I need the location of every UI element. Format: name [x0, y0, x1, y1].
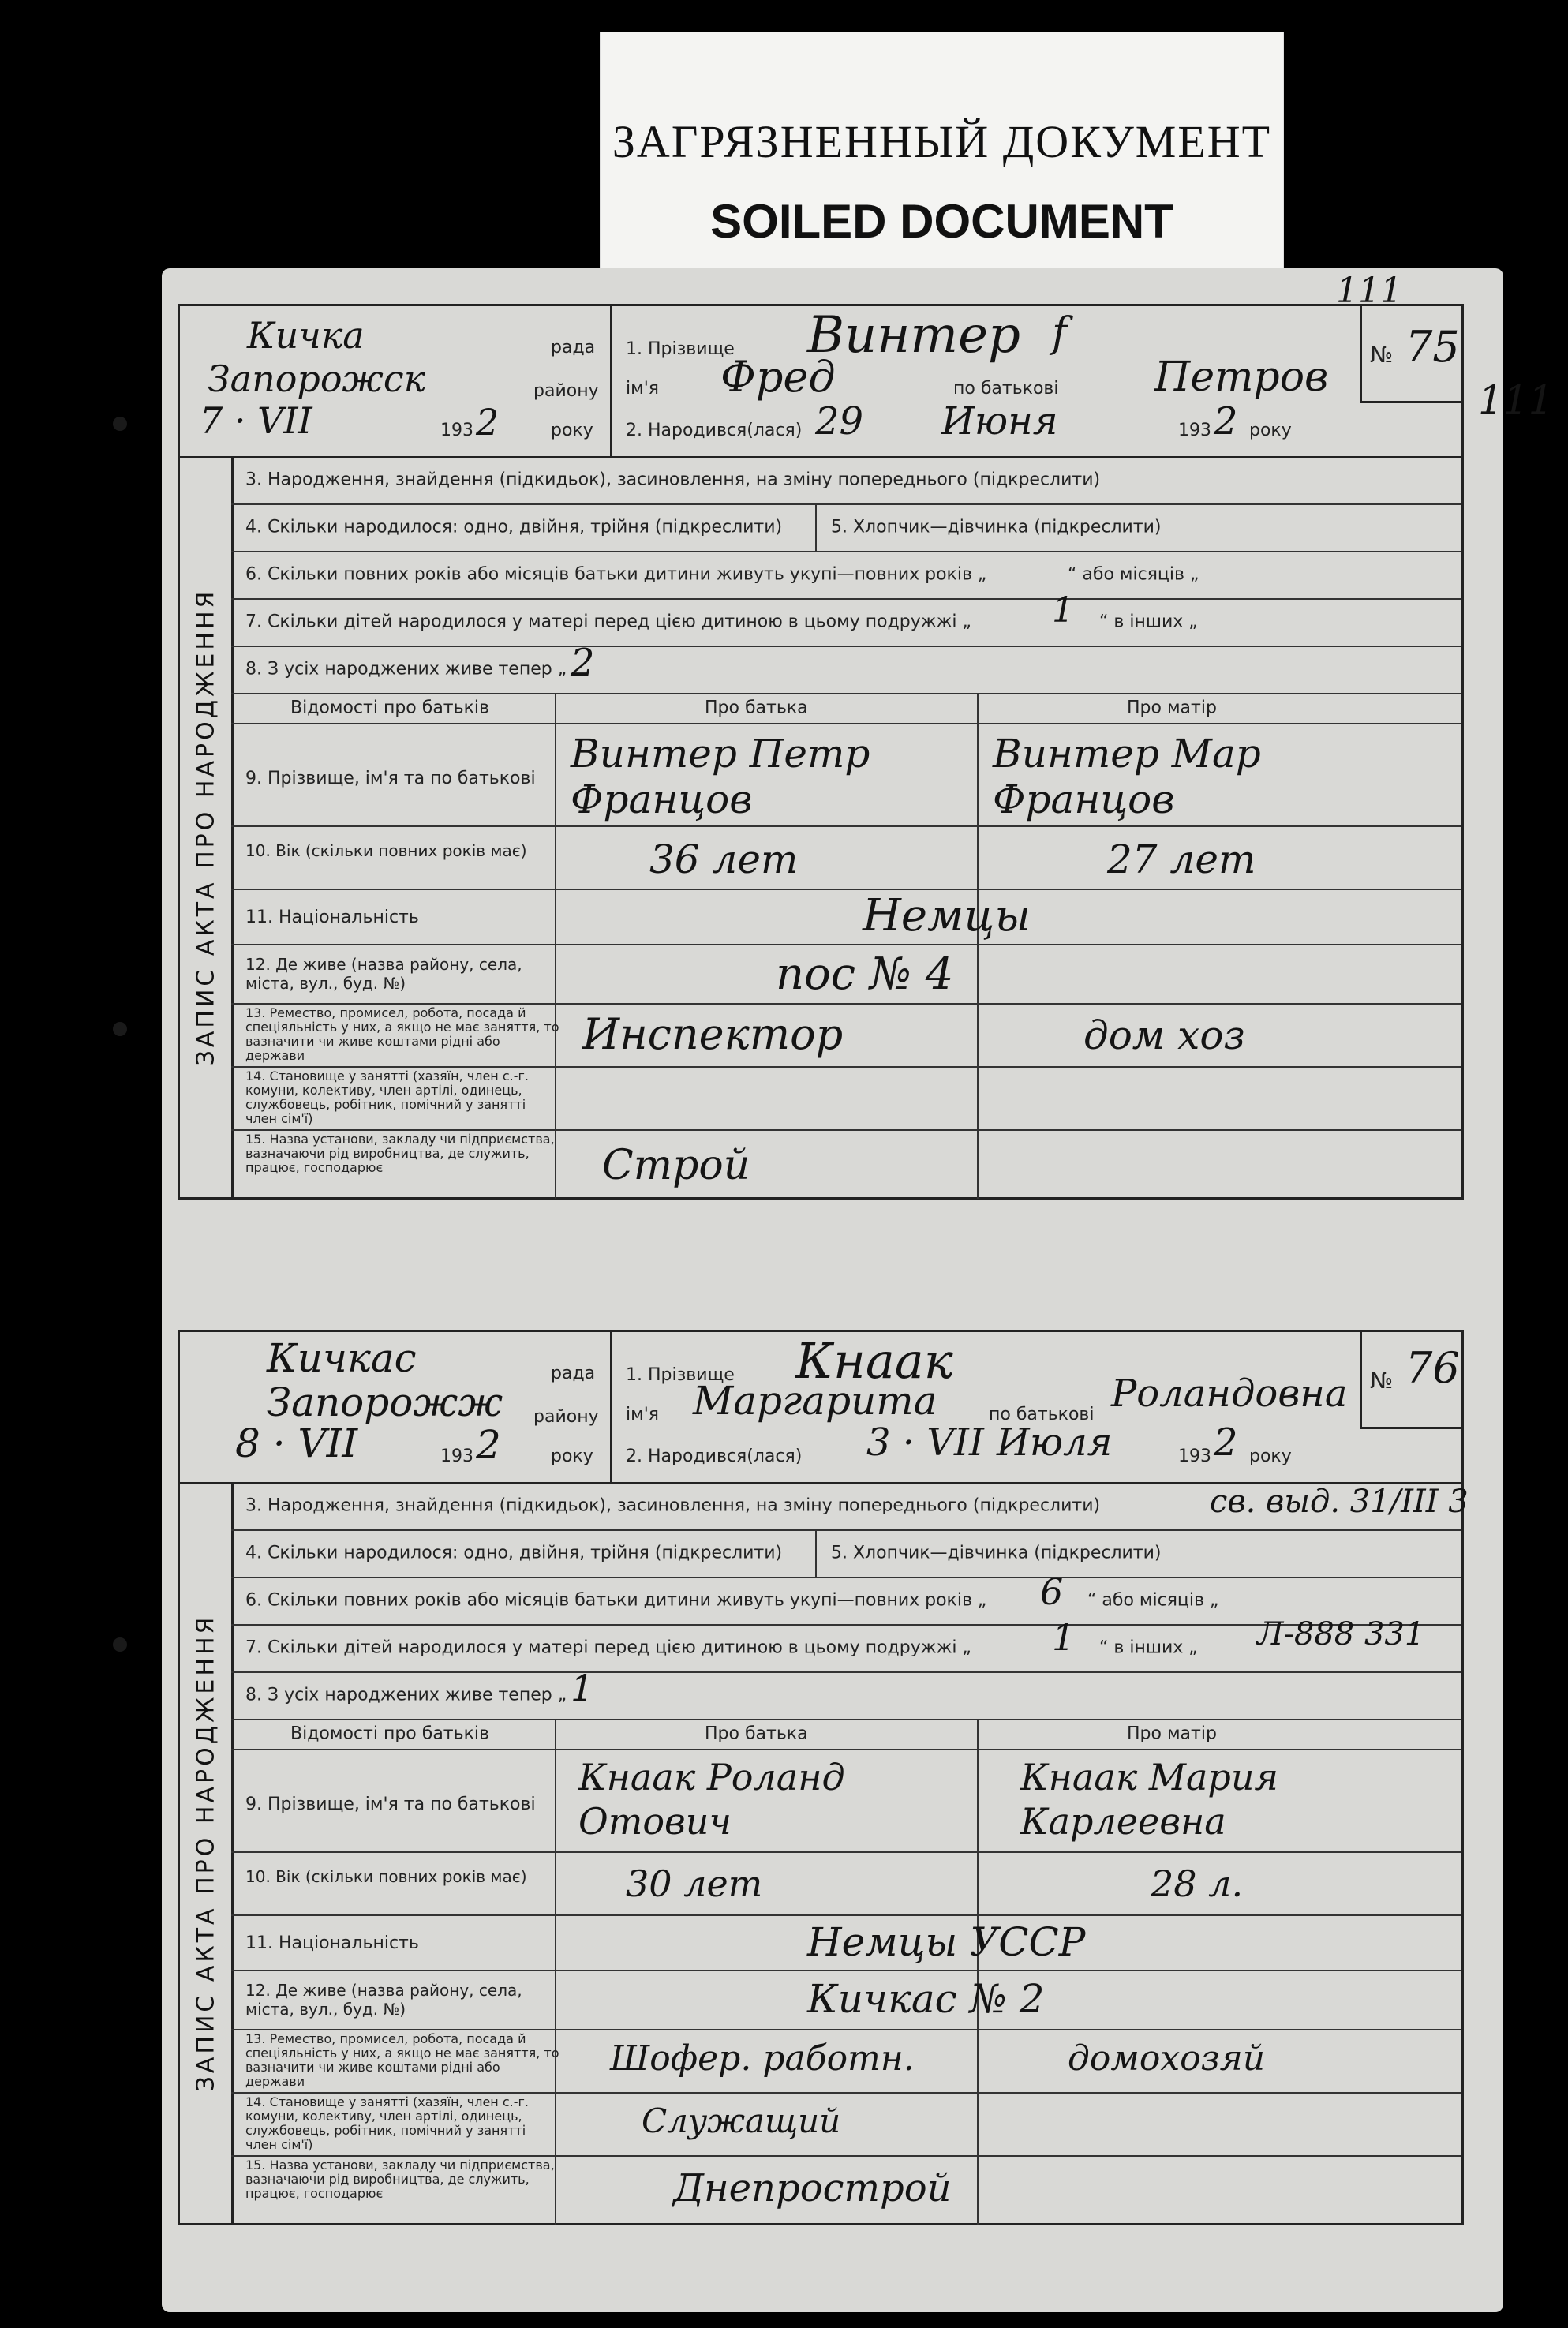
name-label: ім'я — [626, 379, 659, 399]
row-15: 15. Назва установи, закладу чи підприємства, вазначаючи рід виробництва, де служить, працює, господарює Строй — [245, 1132, 750, 1189]
child-info — [610, 306, 1360, 456]
register-sheet — [162, 268, 1554, 2312]
patronymic-value: Петров — [1154, 354, 1329, 401]
record-header — [180, 306, 1461, 458]
row-14: 14. Становище у занятті (хазяїн, член с.-г. комуни, колективу, член артілі, одинець, службовець, робітник, помічний у занятті член сім'ї) — [231, 1066, 1461, 1131]
rada-value: Кичка — [247, 314, 365, 357]
birth-label: 2. Народився(лася) — [626, 421, 803, 440]
child-info — [610, 1332, 1360, 1482]
birth-record-form — [178, 1330, 1469, 2225]
father-name: Винтер Петр Францов — [571, 731, 870, 822]
row-14: 14. Становище у занятті (хазяїн, член с.-г. комуни, колективу, член артілі, одинець, службовець, робітник, помічний у занятті член сім'ї) Служащий — [231, 2092, 1461, 2157]
raion-label: району — [533, 1407, 599, 1427]
birth-day: 29 — [815, 399, 864, 444]
row-4-5: 4. Скільки народилося: одно, двійня, трійня (підкреслити) 5. Хлопчик—дівчинка (підкреслити) — [231, 503, 1461, 552]
row-7: 7. Скільки дітей народилося у матері перед цією дитиною в цьому подружжі „ 1 “ в інших „ — [231, 598, 1461, 647]
raion-label: району — [533, 381, 599, 401]
year-prefix: 193 — [440, 1447, 473, 1466]
row-4-5: 4. Скільки народилося: одно, двійня, трійня (підкреслити) 5. Хлопчик—дівчинка (підкреслити) — [231, 1529, 1461, 1578]
row-12: 12. Де живе (назва району, села, міста, вул., буд. №) пос № 4 — [231, 944, 1461, 1005]
mother-name: Кнаак Мария Карлеевна — [1020, 1756, 1278, 1843]
year-prefix: 193 — [440, 421, 473, 440]
patronymic-label: по батькові — [953, 379, 1059, 399]
corner-mark: 111 — [1336, 271, 1402, 311]
raion-value: Запорожск — [208, 357, 426, 400]
raion-value: Запорожж — [267, 1379, 503, 1425]
row8-count: 1 — [571, 1667, 594, 1709]
father-name: Кнаак Роланд Отович — [578, 1756, 845, 1843]
record-number-box — [1360, 1332, 1461, 1429]
mother-occupation: домохозяй — [1068, 2038, 1266, 2079]
father-status: Служащий — [642, 2102, 841, 2140]
father-occupation: Шофер. работн. — [610, 2038, 915, 2079]
row8-count: 2 — [571, 641, 595, 685]
patronymic-label: по батькові — [989, 1405, 1095, 1424]
birth-year: 2 — [1214, 399, 1238, 444]
birth-record-form — [178, 271, 1554, 1200]
parents-table-header: Відомості про батьків Про батька Про матір — [231, 1719, 1461, 1750]
registration-office — [180, 1332, 612, 1482]
mother-age: 27 лет — [1107, 837, 1256, 882]
father-age: 30 лет — [626, 1862, 763, 1905]
row-13: 13. Ремество, промисел, робота, посада й спеціяльність у них, а якщо не має заняття, то вазначити чи живе коштами рідні або держави Инспектор дом хоз — [231, 1003, 1461, 1068]
year-label: року — [551, 421, 593, 440]
surname-label: 1. Прізвище — [626, 1365, 735, 1385]
mother-age: 28 л. — [1151, 1862, 1244, 1905]
row-3: 3. Народження, знайдення (підкидьок), засиновлення, на зміну попереднього (підкреслити) — [231, 456, 1461, 505]
registration-date: 7 · VII — [200, 399, 312, 442]
residence: Кичкас № 2 — [807, 1976, 1045, 2022]
surname-value: Винтер — [807, 306, 1020, 365]
certificate-note: св. выд. 31/III 3 — [1210, 1484, 1469, 1520]
row-10: 10. Вік (скільки повних років має) 36 лет 27 лет — [231, 825, 1461, 890]
residence: пос № 4 — [776, 949, 954, 1000]
parents-table-header: Відомості про батьків Про батька Про матір — [231, 693, 1461, 724]
birth-year-label: року — [1249, 1447, 1292, 1466]
punch-hole — [113, 417, 127, 431]
row-11: 11. Національність Немцы УССР — [231, 1914, 1461, 1971]
father-age: 36 лет — [649, 837, 799, 882]
record-number: 76 — [1405, 1343, 1460, 1393]
birth-year-prefix: 193 — [1178, 421, 1211, 440]
registration-office — [180, 306, 612, 456]
row-15: 15. Назва установи, закладу чи підприємства, вазначаючи рід виробництва, де служить, працює, господарює Днепрострой — [245, 2158, 952, 2210]
birth-year: 2 — [1214, 1420, 1238, 1465]
row-6: 6. Скільки повних років або місяців батьки дитини живуть укупі—повних років „ 6 “ або місяців „ — [231, 1577, 1461, 1626]
row-9: 9. Прізвище, ім'я та по батькові Кнаак Роланд Отович Кнаак Мария Карлеевна — [231, 1749, 1461, 1853]
side-title: ЗАПИС АКТА ПРО НАРОДЖЕННЯ — [180, 1482, 234, 2223]
father-occupation: Инспектор — [582, 1009, 844, 1059]
row-12: 12. Де живе (назва району, села, міста, вул., буд. №) Кичкас № 2 — [231, 1970, 1461, 2030]
row-8: 8. З усіх народжених живе тепер „ 2 — [231, 646, 1461, 694]
record-number: 75 — [1405, 322, 1460, 372]
birth-year-label: року — [1249, 421, 1292, 440]
mother-name: Винтер Мар Францов — [993, 731, 1261, 822]
rada-label: рада — [551, 338, 596, 357]
rada-label: рада — [551, 1364, 596, 1383]
father-organization: Днепрострой — [673, 2166, 952, 2210]
mother-occupation: дом хоз — [1083, 1012, 1245, 1058]
year-label: року — [551, 1447, 593, 1466]
nationality: Немцы УССР — [807, 1919, 1086, 1965]
soiled-document-label — [600, 32, 1284, 270]
side-title: ЗАПИС АКТА ПРО НАРОДЖЕННЯ — [180, 456, 234, 1197]
row7-count: 1 — [1052, 590, 1074, 631]
birth-month: Июня — [941, 399, 1058, 444]
record-number-box — [1360, 306, 1461, 403]
registration-year: 2 — [476, 1422, 501, 1468]
birth-day: 3 · VII — [866, 1420, 984, 1465]
side-mark: 111 — [1478, 377, 1554, 423]
birth-label: 2. Народився(лася) — [626, 1447, 803, 1466]
number-label: № — [1370, 342, 1394, 368]
row-11: 11. Національність Немцы — [231, 889, 1461, 945]
row-10: 10. Вік (скільки повних років має) 30 лет 28 л. — [231, 1851, 1461, 1916]
nationality: Немцы — [863, 890, 1031, 941]
row-9: 9. Прізвище, ім'я та по батькові Винтер Петр Францов Винтер Мар Францов — [231, 723, 1461, 827]
register-reference: Л-888 331 — [1257, 1616, 1425, 1652]
punch-hole — [113, 1022, 127, 1036]
label-russian: ЗАГРЯЗНЕННЫЙ ДОКУМЕНТ — [612, 116, 1272, 167]
row-6: 6. Скільки повних років або місяців батьки дитини живуть укупі—повних років „ “ або місяців „ — [231, 551, 1461, 600]
name-label: ім'я — [626, 1405, 659, 1424]
surname-value: Кнаак — [795, 1332, 953, 1390]
father-organization: Строй — [602, 1142, 750, 1189]
surname-label: 1. Прізвище — [626, 339, 735, 359]
surname-extra: f — [1052, 309, 1068, 357]
row-3: 3. Народження, знайдення (підкидьок), засиновлення, на зміну попереднього (підкреслити) — [231, 1482, 1461, 1531]
row-8: 8. З усіх народжених живе тепер „ 1 — [231, 1671, 1461, 1720]
row-13: 13. Ремество, промисел, робота, посада й спеціяльність у них, а якщо не має заняття, то вазначити чи живе коштами рідні або держави Шофер. работн. домохозяй — [231, 2029, 1461, 2094]
registration-year: 2 — [476, 401, 500, 444]
record-header — [180, 1332, 1461, 1484]
row-7: 7. Скільки дітей народилося у матері перед цією дитиною в цьому подружжі „ 1 “ в інших „ Л-888 331 — [231, 1624, 1461, 1673]
name-value: Маргарита — [693, 1378, 937, 1424]
label-english: SOILED DOCUMENT — [710, 195, 1173, 248]
name-value: Фред — [720, 352, 836, 402]
patronymic-value: Роландовна — [1111, 1372, 1348, 1416]
row6-years: 6 — [1040, 1570, 1064, 1613]
row7-count: 1 — [1052, 1616, 1076, 1659]
registration-date: 8 · VII — [235, 1420, 358, 1466]
birth-year-prefix: 193 — [1178, 1447, 1211, 1466]
punch-hole — [113, 1637, 127, 1652]
number-label: № — [1370, 1368, 1394, 1394]
rada-value: Кичкас — [267, 1335, 417, 1381]
birth-month: Июля — [997, 1420, 1113, 1465]
